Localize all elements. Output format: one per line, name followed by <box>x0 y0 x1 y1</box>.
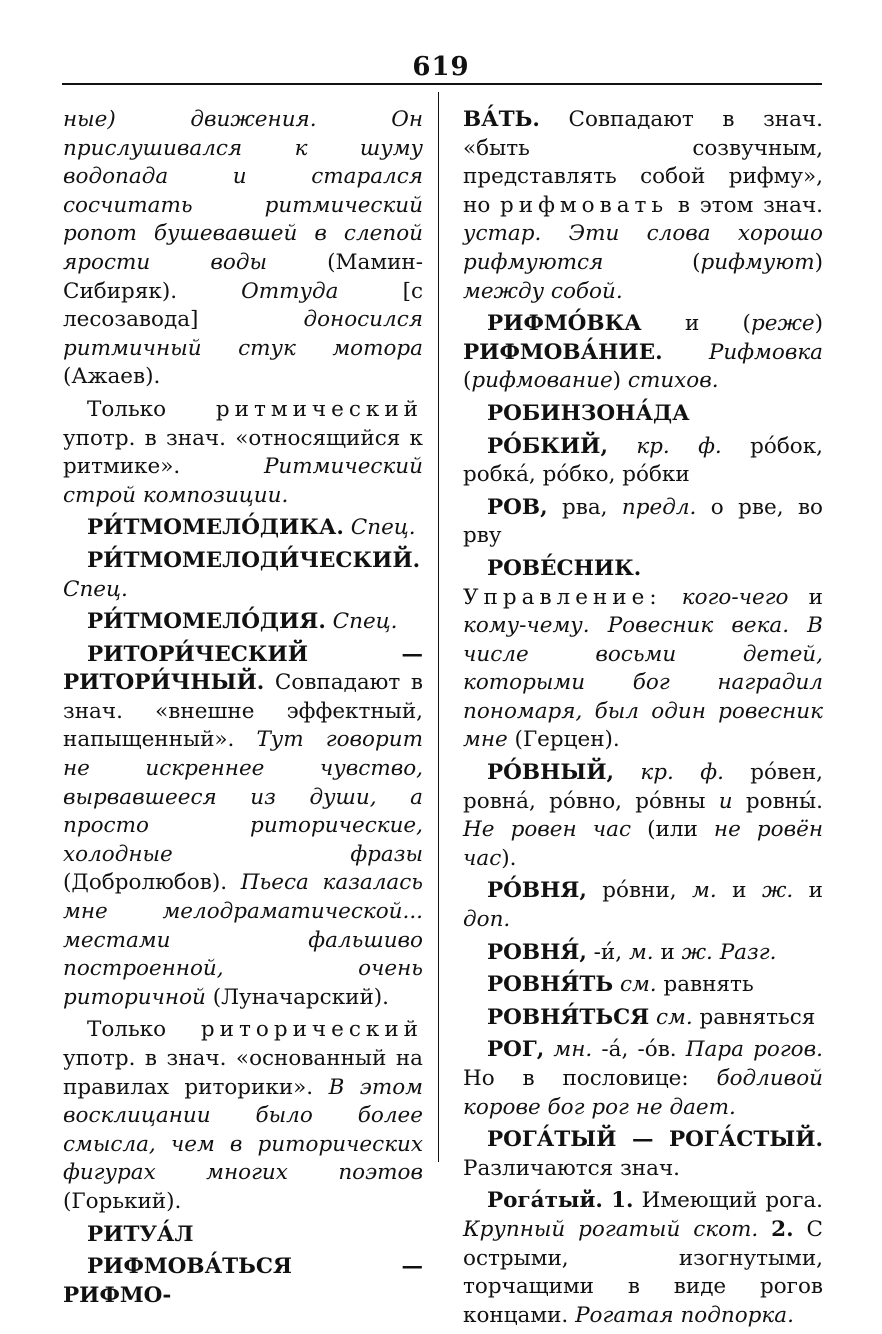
text-run: Имеющий рога. <box>633 1188 824 1214</box>
text-run: употр. в знач. «основанный на правилах риторики». <box>63 1046 423 1100</box>
headword: РО́ВНЫЙ, <box>487 760 615 786</box>
text-run: равнять <box>656 972 754 998</box>
italic-text: между собой. <box>463 278 623 304</box>
italic-text: мн. <box>553 1037 593 1063</box>
text-run: ро́вни, <box>586 878 693 904</box>
headword: РОВНЯ́ТЬ <box>487 972 614 998</box>
dictionary-entry <box>463 555 823 755</box>
dictionary-entry <box>463 877 823 934</box>
dictionary-entry <box>463 1126 823 1183</box>
headword: 1. <box>611 1188 634 1214</box>
italic-text: Рогатая подпорка. <box>575 1302 794 1328</box>
headword: 2. <box>771 1216 794 1242</box>
italic-text: В этом восклицании было более смысла, чем в риторических фигурах многих поэтов <box>63 1074 423 1186</box>
text-run: (Луначарский). <box>205 984 390 1010</box>
dictionary-entry <box>63 396 423 510</box>
dictionary-entry <box>63 608 423 637</box>
italic-text: доносился ритмичный стук мотора <box>63 307 423 361</box>
italic-text: см. <box>656 1004 693 1030</box>
dictionary-entry <box>463 971 823 1000</box>
dictionary-entry <box>63 1221 423 1250</box>
text-run <box>608 434 636 459</box>
italic-text: Не ровен час <box>463 817 632 843</box>
text-run: [с лесозавода] <box>63 278 423 333</box>
spaced-text: риторический <box>200 1017 423 1043</box>
text-run: Но в пословице: <box>463 1066 717 1091</box>
italic-text: предл. <box>621 494 697 520</box>
italic-text: м. <box>692 878 717 904</box>
dictionary-entry <box>463 939 823 968</box>
text-run: Только <box>87 396 216 422</box>
text-run: употр. в знач. «относящийся к ритмике». <box>63 425 423 480</box>
italic-text: устар. Эти слова хорошо рифмуются <box>463 221 823 275</box>
text-run: ) <box>814 249 823 275</box>
column-divider <box>438 92 439 1162</box>
text-run <box>662 585 682 610</box>
italic-text: доп. <box>463 907 511 933</box>
text-run: и <box>788 584 823 610</box>
dictionary-entry <box>63 106 423 392</box>
headword: РОВНЯ́ТЬСЯ <box>487 1004 650 1030</box>
italic-text: не ровён час <box>463 817 824 871</box>
headword: РИ́ТМОМЕЛО́ДИКА. <box>87 515 344 541</box>
headword: Рога́тый. <box>487 1188 603 1214</box>
italic-text: рифмуют <box>700 249 815 275</box>
headword: РОГА́ТЫЙ — РОГА́СТЫЙ. <box>487 1127 823 1153</box>
headword: ВА́ТЬ. <box>463 107 540 132</box>
text-run: (Горький). <box>63 1188 182 1214</box>
dictionary-entry <box>463 433 823 490</box>
italic-text: ж. <box>761 878 794 904</box>
text-run: и <box>793 878 823 904</box>
text-run: (Ажаев). <box>63 364 161 390</box>
text-run: о рве, во рву <box>463 494 823 549</box>
headword: РО́ВНЯ, <box>487 878 587 904</box>
text-run: ро́вен, ровна́, ро́вно, ро́вны <box>463 760 823 814</box>
text-run <box>649 1005 656 1030</box>
page-number: 619 <box>412 52 470 82</box>
text-run: Совпадают в знач. «быть созвучным, представлять собой рифму», но <box>463 107 823 218</box>
dictionary-entry <box>463 759 823 873</box>
text-run: ). <box>501 845 517 871</box>
dictionary-entry <box>463 1036 823 1122</box>
italic-text: Пара рогов. <box>685 1037 823 1063</box>
italic-text: кого-чего <box>681 584 789 610</box>
headword: РО́БКИЙ, <box>487 433 608 459</box>
header-rule <box>62 83 822 85</box>
italic-text: ж. Разг. <box>681 939 777 965</box>
spaced-text: рифмовать <box>500 192 669 218</box>
spaced-text: ритмический <box>215 396 423 422</box>
text-run: Совпадают в знач. «внешне эффектный, напыщенный». <box>63 670 423 753</box>
dictionary-entry <box>63 1016 423 1216</box>
text-run: (Добролюбов). <box>63 870 241 896</box>
text-run: (Герцен). <box>507 727 620 753</box>
text-run: и <box>653 939 682 965</box>
spaced-text: Управление: <box>463 584 662 610</box>
italic-text: рифмование <box>471 368 613 394</box>
italic-text: Спец. <box>350 515 416 541</box>
text-run: Только <box>87 1017 201 1043</box>
italic-text: кр. ф. <box>636 433 722 459</box>
headword: РИТУА́Л <box>87 1221 194 1247</box>
text-run: Различаются знач. <box>463 1155 681 1181</box>
text-run <box>344 515 351 540</box>
text-run: ро́бок, робка́, ро́бко, ро́бки <box>463 433 824 488</box>
text-run: (или <box>631 817 714 843</box>
text-run: (Мамин-Сибиряк). <box>63 249 423 304</box>
italic-text: Спец. <box>63 576 128 602</box>
headword: РОВЕ́СНИК. <box>487 555 642 581</box>
italic-text: Оттуда <box>241 278 339 304</box>
italic-text: кр. ф. <box>640 760 724 786</box>
headword: РОВ, <box>487 494 548 520</box>
dictionary-entry <box>63 514 423 543</box>
headword: РОГ, <box>487 1037 545 1063</box>
text-run: и <box>716 878 762 904</box>
text-run: С острыми, изогнутыми, торчащими в виде рогов концами. <box>463 1216 823 1328</box>
dictionary-entry <box>463 310 823 396</box>
headword: РИ́ТМОМЕЛО́ДИЯ. <box>87 609 326 635</box>
text-run <box>613 972 620 997</box>
text-run: равняться <box>692 1004 816 1030</box>
italic-text: реже <box>750 311 815 337</box>
dictionary-entry <box>463 1187 823 1330</box>
text-run <box>758 1217 771 1242</box>
italic-text: Спец. <box>332 609 398 635</box>
italic-text: Тут говорит не искреннее чувство, вырвавшееся из души, а просто риторические, холодные фразы <box>63 727 423 867</box>
headword: РИФМОВА́ТЬСЯ — РИФМО- <box>63 1254 423 1308</box>
left-column <box>63 106 423 1314</box>
text-run: ( <box>463 368 472 394</box>
text-run: -и́, <box>586 939 629 965</box>
dictionary-entry <box>63 1253 423 1310</box>
dictionary-entry <box>63 547 423 604</box>
text-run: ( <box>603 249 701 275</box>
right-column <box>463 106 823 1334</box>
text-run: рва, <box>547 494 622 520</box>
dictionary-entry <box>463 400 823 429</box>
text-run: и ( <box>641 311 751 337</box>
text-run <box>663 340 709 365</box>
italic-text: кому-чему. Ровесник века. В числе восьми детей, которыми бог наградил пономаря, был один ровесник мне <box>463 613 823 753</box>
dictionary-entry <box>463 494 823 551</box>
headword: РОБИНЗОНА́ДА <box>487 400 690 426</box>
italic-text: Крупный рогатый скот. <box>463 1216 759 1242</box>
italic-text: бодливой корове бог рог не дает. <box>463 1066 823 1120</box>
italic-text: Ритмический строй композиции. <box>63 454 423 508</box>
text-run: в этом знач. <box>668 192 823 218</box>
headword: РОВНЯ́, <box>487 939 587 965</box>
italic-text: ные) движения. Он прислушивался к шуму водопада и старался сосчитать ритмический ропот бушевавшей в слепой ярости воды <box>63 107 423 275</box>
headword: РИФМО́ВКА <box>487 311 642 337</box>
text-run <box>603 1188 611 1213</box>
dictionary-entry <box>463 106 823 306</box>
headword: РИТОРИ́ЧЕСКИЙ — РИТОРИ́ЧНЫЙ. <box>63 641 423 696</box>
italic-text: и <box>718 788 733 814</box>
text-run <box>614 760 640 785</box>
italic-text: см. <box>619 972 657 998</box>
text-run: ) <box>814 311 823 337</box>
headword: РИ́ТМОМЕЛОДИ́ЧЕСКИЙ. <box>87 547 421 573</box>
text-run <box>326 609 333 634</box>
italic-text: Рифмовка <box>708 339 823 365</box>
text-run: -а́, -о́в. <box>592 1037 686 1063</box>
dictionary-entry <box>463 1004 823 1033</box>
italic-text: Пьеса казалась мне мелодраматической... местами фальшиво построенной, очень риторичной <box>63 870 423 1010</box>
text-run: ) <box>612 368 628 394</box>
text-run: ровны́. <box>732 788 823 814</box>
italic-text: м. <box>628 939 654 965</box>
italic-text: стихов. <box>627 368 719 394</box>
dictionary-entry <box>63 641 423 1013</box>
headword: РИФМОВА́НИЕ. <box>463 339 663 365</box>
